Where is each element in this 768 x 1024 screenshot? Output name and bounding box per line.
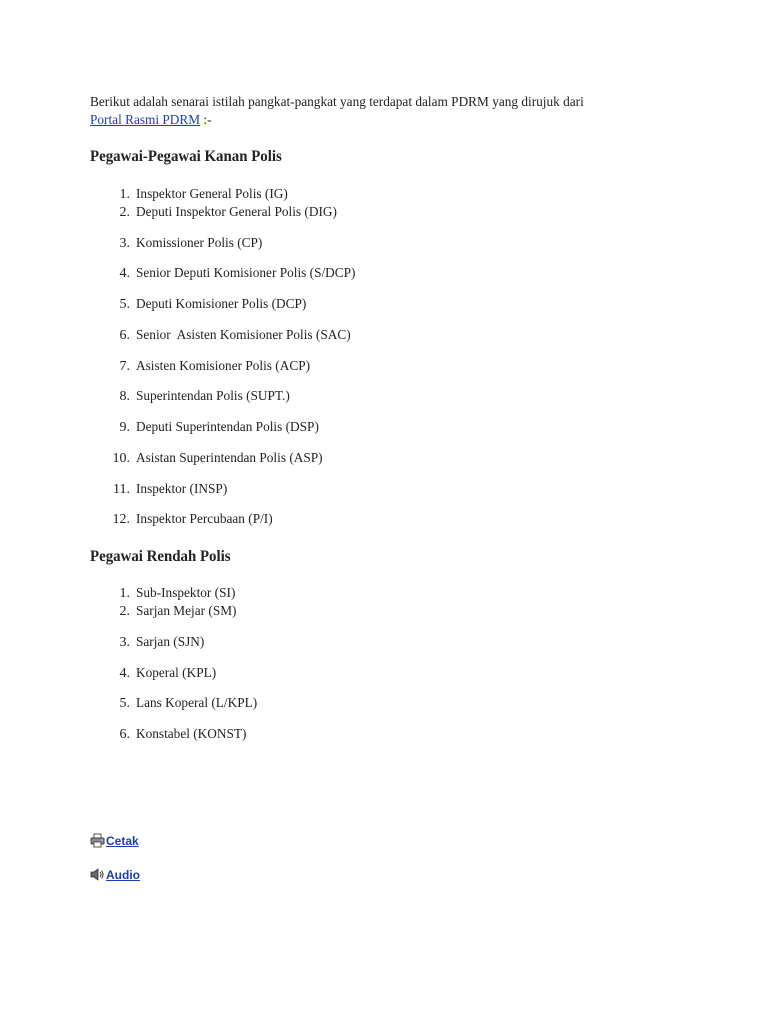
list-item-text: Inspektor Percubaan (P/I) bbox=[136, 512, 273, 527]
list-item-number: 4. bbox=[119, 666, 130, 681]
list-item-number: 3. bbox=[119, 635, 130, 650]
list-item-number: 11. bbox=[113, 482, 130, 497]
list-item-text: Senior Deputi Komisioner Polis (S/DCP) bbox=[136, 266, 356, 281]
list-item-number: 1. bbox=[119, 586, 130, 601]
list-item-number: 3. bbox=[119, 236, 130, 251]
intro-paragraph bbox=[90, 94, 660, 130]
list-item-number: 7. bbox=[119, 359, 130, 374]
list-item-text: Superintendan Polis (SUPT.) bbox=[136, 389, 290, 404]
list-item-number: 4. bbox=[119, 266, 130, 281]
list-item-text: Konstabel (KONST) bbox=[136, 727, 247, 742]
list-item-number: 6. bbox=[119, 328, 130, 343]
list-item-text: Inspektor (INSP) bbox=[136, 482, 228, 497]
list-item-text: Lans Koperal (L/KPL) bbox=[136, 696, 258, 711]
audio-link-row[interactable] bbox=[90, 862, 140, 882]
list-item-number: 2. bbox=[119, 604, 130, 619]
intro-text: Berikut adalah senarai istilah pangkat-pangkat yang terdapat dalam PDRM yang dirujuk dari bbox=[90, 95, 584, 110]
list-item-text: Asisten Komisioner Polis (ACP) bbox=[136, 359, 311, 374]
list-item-text: Koperal (KPL) bbox=[136, 666, 217, 681]
list-item-text: Deputi Inspektor General Polis (DIG) bbox=[136, 205, 337, 220]
list-item-number: 9. bbox=[119, 420, 130, 435]
list-item-number: 10. bbox=[112, 451, 130, 466]
list-item-number: 12. bbox=[112, 512, 130, 527]
list-item-text: Asistan Superintendan Polis (ASP) bbox=[136, 451, 323, 466]
list-item-number: 5. bbox=[119, 297, 130, 312]
print-link-row[interactable] bbox=[90, 828, 139, 848]
list-item-text: Sarjan Mejar (SM) bbox=[136, 604, 237, 619]
list-item-text: Inspektor General Polis (IG) bbox=[136, 187, 288, 202]
list-item-number: 2. bbox=[119, 205, 130, 220]
list-item-text: Deputi Komisioner Polis (DCP) bbox=[136, 297, 307, 312]
list-item-text: Komissioner Polis (CP) bbox=[136, 236, 263, 251]
audio-link[interactable]: Audio bbox=[106, 868, 140, 882]
list-item-text: Senior Asisten Komisioner Polis (SAC) bbox=[136, 328, 351, 343]
printer-icon bbox=[90, 833, 105, 848]
list-item-text: Sarjan (SJN) bbox=[136, 635, 205, 650]
print-link[interactable]: Cetak bbox=[106, 834, 139, 848]
portal-link[interactable]: Portal Rasmi PDRM bbox=[90, 113, 201, 128]
intro-suffix: :- bbox=[200, 113, 212, 128]
list-item-number: 5. bbox=[119, 696, 130, 711]
list-item-number: 6. bbox=[119, 727, 130, 742]
list-item-number: 1. bbox=[119, 187, 130, 202]
section-title-junior-officers: Pegawai Rendah Polis bbox=[90, 548, 231, 565]
speaker-icon bbox=[90, 867, 105, 882]
list-item-number: 8. bbox=[119, 389, 130, 404]
list-item-text: Sub-Inspektor (SI) bbox=[136, 586, 236, 601]
section-title-senior-officers: Pegawai-Pegawai Kanan Polis bbox=[90, 148, 282, 165]
list-item-text: Deputi Superintendan Polis (DSP) bbox=[136, 420, 319, 435]
